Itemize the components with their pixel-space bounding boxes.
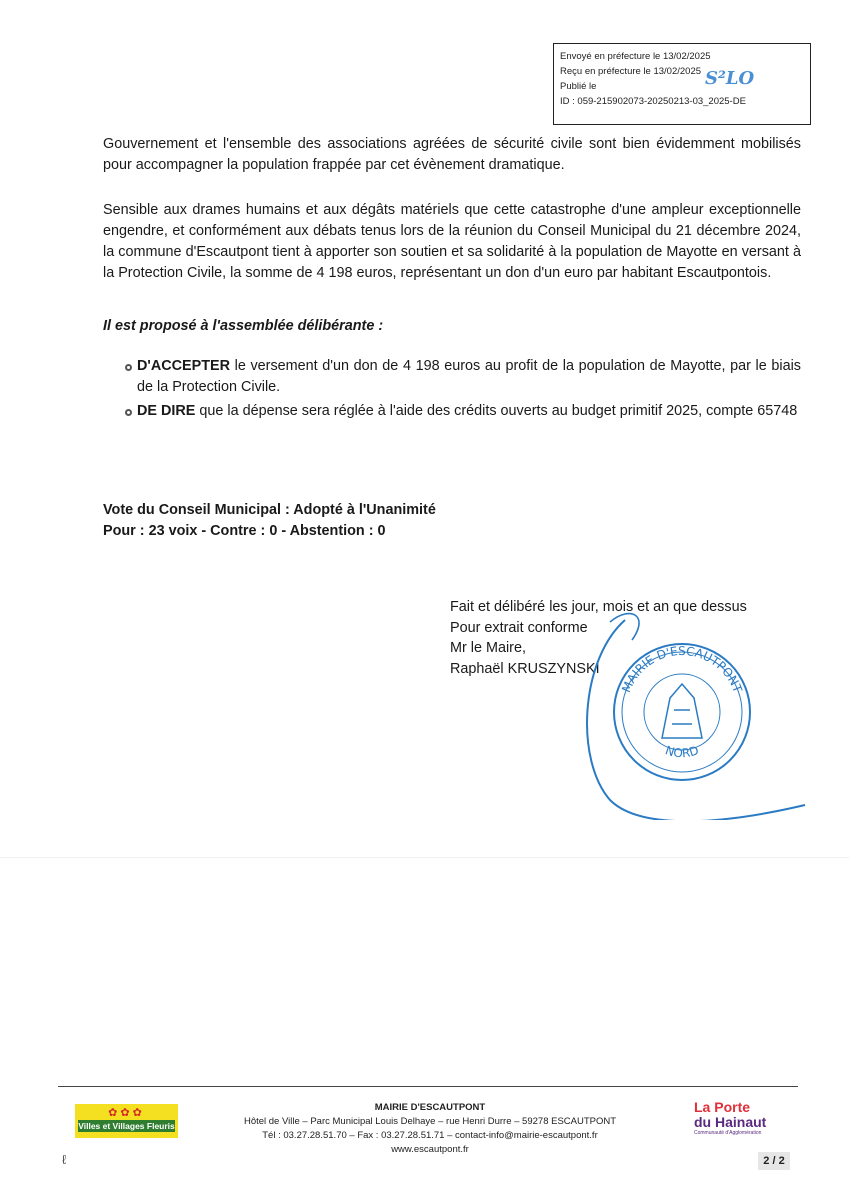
seal-top-text: MAIRIE D'ESCAUTPONT xyxy=(619,643,745,695)
bullet-icon xyxy=(125,409,132,416)
signature-line-3: Mr le Maire, xyxy=(450,640,526,656)
footer-phone: Tél : 03.27.28.51.70 – Fax : 03.27.28.51.71 – contact-info@mairie-escautpont.fr xyxy=(262,1130,598,1141)
scan-mark-icon: ℓ xyxy=(62,1152,67,1167)
signature-line-1: Fait et délibéré les jour, mois et an que dessus xyxy=(450,599,747,615)
signature-flourish xyxy=(610,614,639,640)
signature-line-2: Pour extrait conforme xyxy=(450,619,588,636)
bullet-icon xyxy=(125,364,132,371)
item-keyword: DE DIRE xyxy=(137,403,196,419)
footer-title: MAIRIE D'ESCAUTPONT xyxy=(374,1102,486,1113)
paragraph-1: Gouvernement et l'ensemble des associations agréées de sécurité civile sont bien évidemment mobilisés pour accompagner la population frappée par cet évènement dramatique. xyxy=(103,136,801,173)
stamp-received: Reçu en préfecture le 13/02/2025 xyxy=(560,66,702,77)
partner-sub: Communauté d'Agglomération xyxy=(694,1130,762,1136)
logo-text: Villes et Villages Fleuris xyxy=(78,1121,175,1131)
marianne-icon xyxy=(662,684,702,738)
decision-list xyxy=(103,356,801,425)
flowers-icon: ✿✿✿ xyxy=(108,1107,145,1119)
footer-contact xyxy=(200,1101,660,1157)
item-keyword: D'ACCEPTER xyxy=(137,358,230,374)
proposal-heading: Il est proposé à l'assemblée délibérante : xyxy=(103,318,384,334)
footer-website: www.escautpont.fr xyxy=(391,1144,469,1155)
paragraph-2: Sensible aux drames humains et aux dégâts matériels que cette catastrophe d'une ampleur exceptionnelle engendre, et conformément aux débats tenus lors de la réunion du Conseil Municipal du 21 décembre 2024, la commune d'Escautpont tient à apporter son soutien et sa solidarité à la population de Mayotte en versant à la Protection Civile, la somme de 4 198 euros, représentant un don d'un euro par habitant Escautpontois. xyxy=(103,202,801,281)
stamp-signature: S²LO xyxy=(705,68,755,89)
partner-line-2: du Hainaut xyxy=(694,1114,767,1130)
porte-du-hainaut-logo xyxy=(694,1100,766,1136)
prefecture-stamp xyxy=(553,43,811,125)
list-item xyxy=(103,401,801,422)
stamp-id: ID : 059-215902073-20250213-03_2025-DE xyxy=(560,96,746,107)
vote-result xyxy=(103,500,436,542)
vote-line-2: Pour : 23 voix - Contre : 0 - Abstention : 0 xyxy=(103,523,386,539)
signature-line-4: Raphaël KRUSZYNSKI xyxy=(450,660,600,677)
villes-fleuries-logo xyxy=(75,1104,178,1138)
item-text: le versement d'un don de 4 198 euros au profit de la population de Mayotte, par le biais de la Protection Civile. xyxy=(137,358,801,395)
page-separator xyxy=(0,857,849,858)
footer-divider xyxy=(58,1086,798,1087)
list-item xyxy=(103,356,801,398)
stamp-sent: Envoyé en préfecture le 13/02/2025 xyxy=(560,51,711,62)
item-text: que la dépense sera réglée à l'aide des crédits ouverts au budget primitif 2025, compte 65748 xyxy=(195,403,798,419)
footer-address: Hôtel de Ville – Parc Municipal Louis Delhaye – rue Henri Durre – 59278 ESCAUTPONT xyxy=(243,1116,617,1127)
vote-line-1: Vote du Conseil Municipal : Adopté à l'Unanimité xyxy=(103,502,436,518)
partner-line-1: La Porte xyxy=(694,1099,751,1115)
mairie-seal xyxy=(570,600,810,820)
page-number: 2 / 2 xyxy=(758,1152,790,1170)
seal-bottom-text: NORD xyxy=(663,743,701,761)
stamp-published: Publié le xyxy=(560,81,597,92)
